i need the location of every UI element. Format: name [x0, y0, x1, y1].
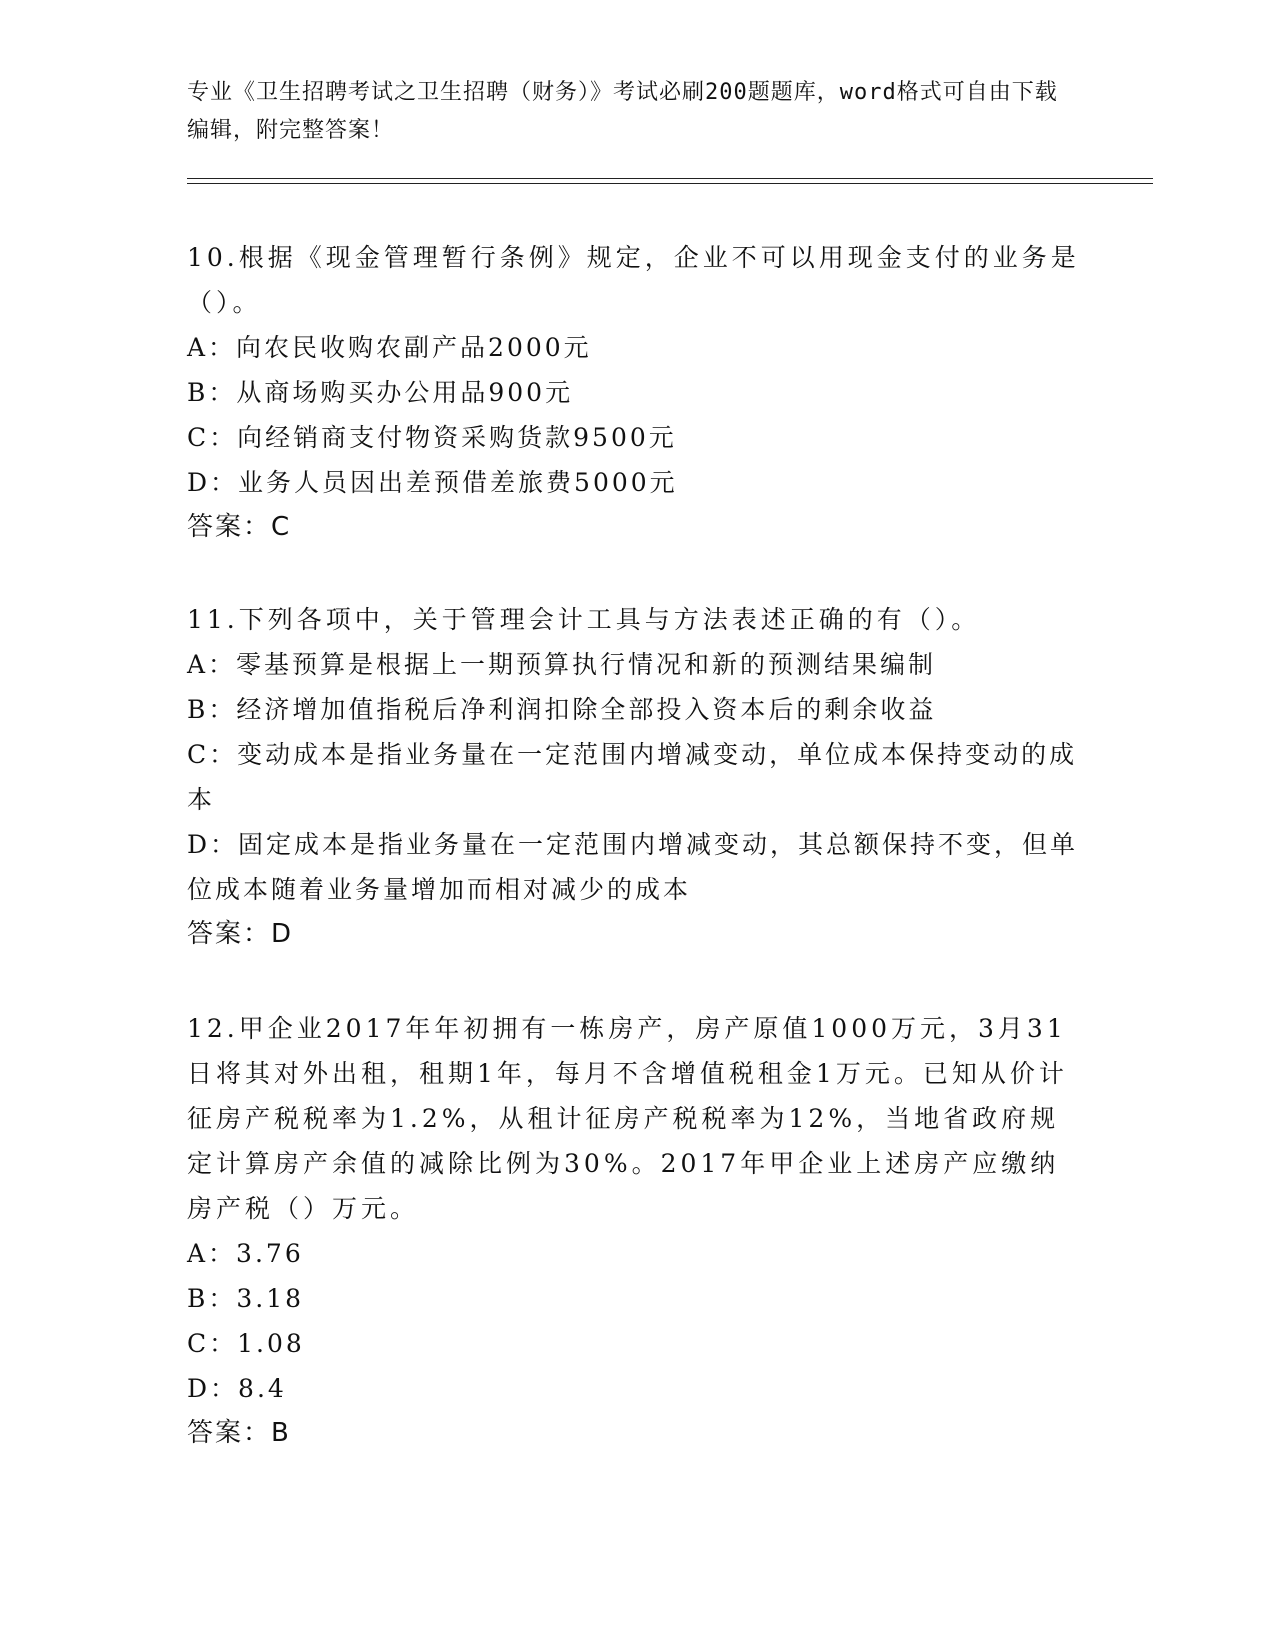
header-divider-bottom	[187, 183, 1153, 184]
option-c: C：向经销商支付物资采购货款9500元	[187, 423, 677, 452]
document-intro: 专业《卫生招聘考试之卫生招聘（财务）》考试必刷200题题库，word格式可自由下载编辑，附完整答案！	[187, 80, 1058, 143]
header-divider-top	[187, 178, 1153, 179]
option-b: B：3.18	[187, 1284, 305, 1313]
option-c: C：1.08	[187, 1329, 305, 1358]
question-stem: 12.甲企业2017年年初拥有一栋房产，房产原值1000万元，3月31日将其对外出租，租期1年，每月不含增值税租金1万元。已知从价计征房产税税率为1.2%，从租计征房产税税率为12%，当地省政府规定计算房产余值的减除比例为30%。2017年甲企业上述房产应缴纳房产税（）万元。	[187, 1014, 1068, 1223]
question-12	[187, 1006, 1087, 1456]
question-11	[187, 597, 1087, 957]
option-a: A：向农民收购农副产品2000元	[187, 333, 592, 362]
question-stem: 10.根据《现金管理暂行条例》规定，企业不可以用现金支付的业务是（）。	[187, 243, 1080, 317]
option-c: C：变动成本是指业务量在一定范围内增减变动，单位成本保持变动的成本	[187, 740, 1078, 814]
answer: 答案：D	[187, 919, 294, 949]
answer: 答案：C	[187, 512, 292, 542]
option-a: A：零基预算是根据上一期预算执行情况和新的预测结果编制	[187, 650, 937, 679]
option-b: B：从商场购买办公用品900元	[187, 378, 574, 407]
question-10	[187, 235, 1087, 550]
option-d: D：业务人员因出差预借差旅费5000元	[187, 468, 678, 497]
question-stem: 11.下列各项中，关于管理会计工具与方法表述正确的有（）。	[187, 605, 981, 634]
answer: 答案：B	[187, 1418, 291, 1448]
option-a: A：3.76	[187, 1239, 304, 1268]
option-b: B：经济增加值指税后净利润扣除全部投入资本后的剩余收益	[187, 695, 937, 724]
option-d: D：固定成本是指业务量在一定范围内增减变动，其总额保持不变，但单位成本随着业务量增加而相对减少的成本	[187, 830, 1079, 904]
option-d: D：8.4	[187, 1374, 287, 1403]
